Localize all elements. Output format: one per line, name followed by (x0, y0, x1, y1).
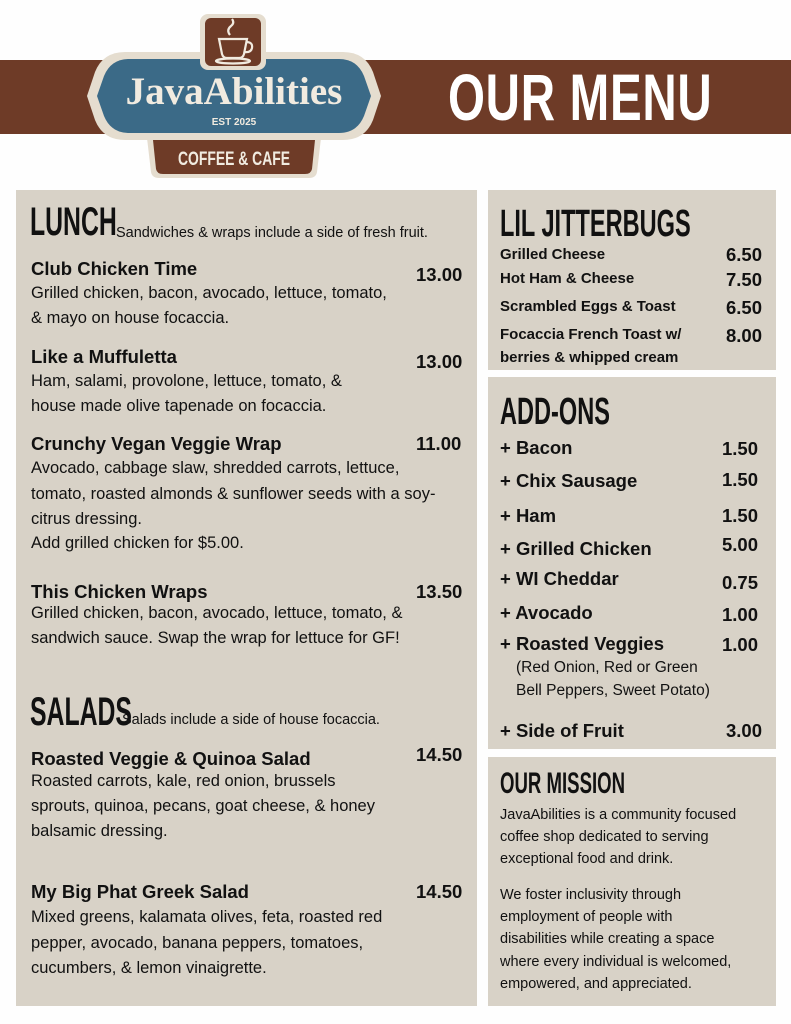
kids-item-name-cont: berries & whipped cream (500, 349, 679, 366)
menu-item-desc-line: house made olive tapenade on focaccia. (31, 397, 327, 415)
menu-item-price: 14.50 (416, 881, 463, 902)
addon-name: + Roasted Veggies (500, 633, 664, 654)
menu-item-desc-line: Roasted carrots, kale, red onion, brussels (31, 772, 336, 790)
menu-item-desc-line: balsamic dressing. (31, 822, 168, 840)
addon-price: 1.00 (722, 604, 759, 625)
addon-name: + Side of Fruit (500, 720, 624, 741)
veggie-note-line: (Red Onion, Red or Green (516, 659, 698, 676)
menu-item-desc-line: citrus dressing. (31, 510, 142, 528)
menu-item-desc-line: Ham, salami, provolone, lettuce, tomato, & (31, 372, 342, 390)
salads-note: Salads include a side of house focaccia. (122, 712, 380, 728)
java-abilities-logo (85, 12, 383, 180)
menu-item-desc-line: Grilled chicken, bacon, avocado, lettuce, tomato, (31, 284, 387, 302)
menu-item-desc-line: pepper, avocado, banana peppers, tomatoes, (31, 934, 364, 952)
addon-name: + Grilled Chicken (500, 538, 652, 559)
menu-item-name: My Big Phat Greek Salad (31, 881, 249, 902)
kids-item-name: Scrambled Eggs & Toast (500, 298, 676, 315)
kids-heading: LIL JITTERBUGS (500, 203, 691, 245)
kids-item-name: Focaccia French Toast w/ (500, 326, 682, 343)
menu-item-desc-line: sprouts, quinoa, pecans, goat cheese, & honey (31, 797, 375, 815)
menu-item-desc-line: tomato, roasted almonds & sunflower seeds with a soy- (31, 485, 436, 503)
addon-name: + Bacon (500, 437, 573, 458)
menu-item-name: Crunchy Vegan Veggie Wrap (31, 433, 282, 454)
addons-heading: ADD-ONS (500, 391, 610, 433)
addon-price: 1.50 (722, 469, 759, 490)
menu-item-desc-line: Add grilled chicken for $5.00. (31, 534, 244, 552)
menu-item-name: This Chicken Wraps (31, 581, 208, 602)
menu-item-desc-line: Mixed greens, kalamata olives, feta, roasted red (31, 908, 383, 926)
mission-text-line: exceptional food and drink. (500, 851, 674, 867)
addon-name: + Ham (500, 505, 557, 526)
mission-text-line: where every individual is welcomed, (500, 954, 732, 970)
menu-item-price: 14.50 (416, 744, 463, 765)
addon-price: 1.50 (722, 438, 759, 459)
menu-item-price: 11.00 (416, 433, 462, 454)
veggie-note-line: Bell Peppers, Sweet Potato) (516, 682, 710, 699)
salads-heading: SALADS (30, 690, 132, 734)
menu-item-name: Club Chicken Time (31, 258, 198, 279)
lunch-note: Sandwiches & wraps include a side of fresh fruit. (116, 225, 428, 241)
mission-text-line: employment of people with (500, 909, 673, 925)
mission-text-line: disabilities while creating a space (500, 931, 715, 947)
logo-tagline: COFFEE & CAFE (178, 149, 290, 170)
menu-item-price: 13.00 (416, 264, 463, 285)
addon-price: 1.50 (722, 505, 759, 526)
kids-item-price: 7.50 (726, 269, 763, 290)
addon-price: 3.00 (726, 720, 763, 741)
mission-text-line: coffee shop dedicated to serving (500, 829, 709, 845)
logo-wordmark: JavaAbilities (125, 70, 343, 113)
mission-text-line: JavaAbilities is a community focused (500, 807, 737, 823)
addon-name: + Avocado (500, 602, 593, 623)
kids-item-price: 6.50 (726, 244, 763, 265)
kids-item-name: Hot Ham & Cheese (500, 270, 635, 287)
menu-item-desc-line: Avocado, cabbage slaw, shredded carrots, lettuce, (31, 459, 400, 477)
mission-heading: OUR MISSION (500, 767, 626, 800)
addon-price: 1.00 (722, 634, 759, 655)
addon-name: + Chix Sausage (500, 470, 638, 491)
lunch-heading: LUNCH (30, 200, 117, 244)
menu-item-price: 13.00 (416, 351, 463, 372)
logo-est: EST 2025 (211, 117, 257, 128)
menu-item-name: Like a Muffuletta (31, 346, 177, 367)
menu-item-desc-line: Grilled chicken, bacon, avocado, lettuce, tomato, & (31, 604, 403, 622)
menu-item-price: 13.50 (416, 581, 463, 602)
addon-name: + WI Cheddar (500, 568, 619, 589)
addon-price: 0.75 (722, 572, 759, 593)
kids-item-price: 8.00 (726, 325, 763, 346)
menu-item-name: Roasted Veggie & Quinoa Salad (31, 748, 311, 769)
menu-item-desc-line: cucumbers, & lemon vinaigrette. (31, 959, 267, 977)
menu-title: OUR MENU (448, 60, 713, 134)
menu-item-desc-line: sandwich sauce. Swap the wrap for lettuce for GF! (31, 629, 400, 647)
addon-price: 5.00 (722, 534, 759, 555)
kids-item-price: 6.50 (726, 297, 763, 318)
mission-text-line: We foster inclusivity through (500, 887, 682, 903)
mission-text-line: empowered, and appreciated. (500, 976, 692, 992)
menu-item-desc-line: & mayo on house focaccia. (31, 309, 230, 327)
kids-item-name: Grilled Cheese (500, 246, 606, 263)
